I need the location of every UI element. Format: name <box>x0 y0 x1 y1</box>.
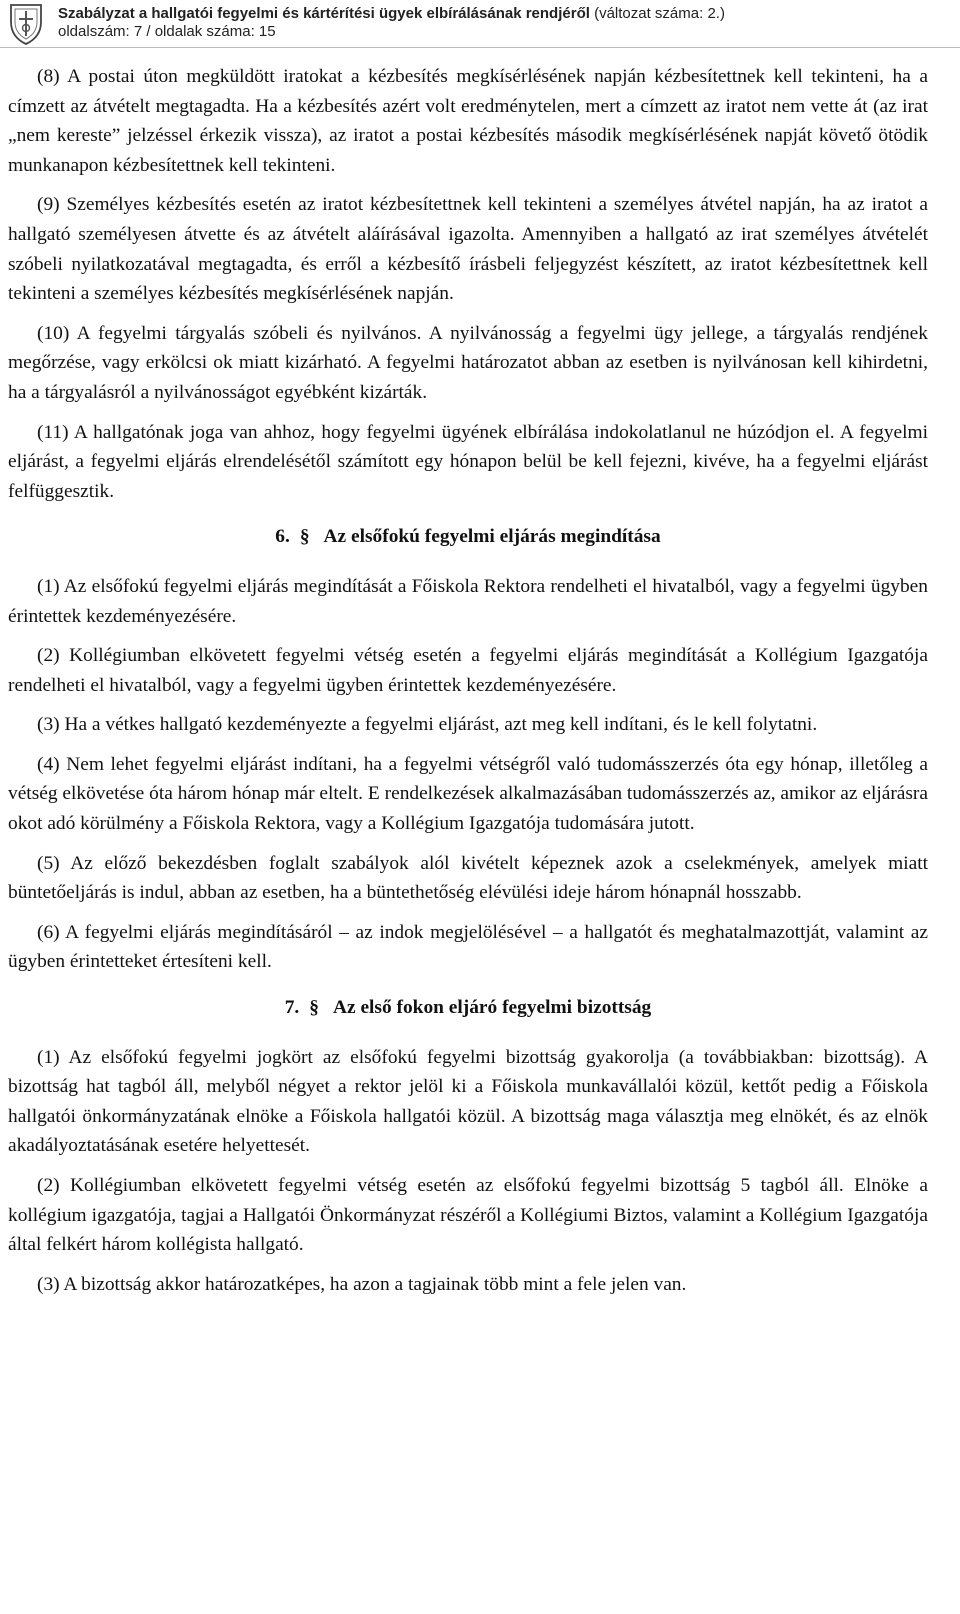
document-title-line <box>58 5 725 22</box>
paragraph: (1) Az elsőfokú fegyelmi jogkört az elsőfokú fegyelmi bizottság gyakorolja (a továbbiakban: bizottság). A bizottság hat tagból áll, melyből négyet a rektor jelöl ki a Főiskola munkavállalói közül, kettőt pedig a Főiskola hallgatói önkormányzatának elnöke a Főiskola hallgatói közül. A bizottság maga választja meg elnökét, és az elnök akadályoztatásának esetére helyettesét. <box>8 1046 928 1157</box>
header-divider <box>0 47 960 48</box>
page-header <box>0 0 960 52</box>
section-title: Az elsőfokú fegyelmi eljárás megindítása <box>323 526 661 548</box>
section-number: 7. <box>284 997 300 1019</box>
section-heading <box>8 993 928 1023</box>
section-sign: § <box>299 526 310 548</box>
paragraph: (8) A postai úton megküldött iratokat a kézbesítés megkísérlésének napján kézbesítettnek kell tekinteni, ha a címzett az átvételt megtagadta. Ha a kézbesítés azért volt eredménytelen, mert a címzett az iratot nem vette át (az irat „nem kereste” jelzéssel érkezik vissza), az iratot a postai kézbesítés második megkísérlésének napját követő ötödik munkanapon kézbesítettnek kell tekinteni. <box>8 66 928 176</box>
section-number: 6. <box>275 526 290 548</box>
paragraph: (11) A hallgatónak joga van ahhoz, hogy fegyelmi ügyének elbírálása indokolatlanul ne húzódjon el. A fegyelmi eljárást, a fegyelmi eljárás elrendelésétől számított egy hónapon belül be kell fejezni, kivéve, ha a fegyelmi eljárást felfüggesztik. <box>8 421 928 502</box>
paragraph: (1) Az elsőfokú fegyelmi eljárás megindítását a Főiskola Rektora rendelheti el hivatalból, vagy a fegyelmi ügyben érintettek kezdeményezésére. <box>8 575 928 627</box>
page-counter: oldalszám: 7 / oldalak száma: 15 <box>58 23 276 40</box>
section-heading <box>8 522 928 552</box>
paragraph: (9) Személyes kézbesítés esetén az iratot kézbesítettnek kell tekinteni a személyes átvétel napján, ha az iratot a hallgató személyesen átvette és az átvételt aláírásával igazolta. Amennyiben a hallgató az irat személyes átvételét szóbeli nyilatkozatával megtagadta, és erről a kézbesítő írásbeli feljegyzést készített, az iratot kézbesítettnek kell tekinteni a személyes kézbesítés megkísérlésének napján. <box>8 194 928 305</box>
section-sign: § <box>309 997 319 1019</box>
paragraph: (6) A fegyelmi eljárás megindításáról – az indok megjelölésével – a hallgatót és meghatalmazottját, valamint az ügyben érintetteket értesíteni kell. <box>8 921 928 973</box>
section-title: Az első fokon eljáró fegyelmi bizottság <box>332 997 652 1019</box>
paragraph: (2) Kollégiumban elkövetett fegyelmi vétség esetén a fegyelmi eljárás megindítását a Kollégium Igazgatója rendelheti el hivatalból, vagy a fegyelmi ügyben érintettek kezdeményezésére. <box>8 645 928 696</box>
paragraph: (3) Ha a vétkes hallgató kezdeményezte a fegyelmi eljárást, azt meg kell indítani, és le kell folytatni. <box>37 714 818 736</box>
paragraph: (3) A bizottság akkor határozatképes, ha azon a tagjainak több mint a fele jelen van. <box>37 1273 687 1295</box>
paragraph: (4) Nem lehet fegyelmi eljárást indítani, ha a fegyelmi vétségről való tudomásszerzés óta egy hónap, illetőleg a vétség elkövetése óta három hónap már eltelt. E rendelkezések alkalmazásában tudomásszerzés az, amikor az eljárásra okot adó körülmény a Főiskola Rektora, vagy a Kollégium Igazgatója tudomására jutott. <box>8 753 928 835</box>
document-body <box>8 62 928 1309</box>
document-version: (változat száma: 2.) <box>594 5 725 22</box>
paragraph: (2) Kollégiumban elkövetett fegyelmi vétség esetén az elsőfokú fegyelmi bizottság 5 tagból áll. Elnöke a kollégium igazgatója, tagjai a Hallgatói Önkormányzat részéről a Kollégiumi Biztos, valamint a Kollégium Igazgatója által felkért három kollégista hallgató. <box>8 1175 928 1256</box>
document-title: Szabályzat a hallgatói fegyelmi és kártérítési ügyek elbírálásának rendjéről <box>58 5 590 22</box>
institution-crest-icon <box>8 2 44 46</box>
paragraph: (10) A fegyelmi tárgyalás szóbeli és nyilvános. A nyilvánosság a fegyelmi ügy jellege, a tárgyalás rendjének megőrzése, vagy erkölcsi ok miatt kizárható. A fegyelmi határozatot abban az esetben is nyilvánosan kell kihirdetni, ha a tárgyalásról a nyilvánosságot egyébként kizárták. <box>8 322 928 403</box>
paragraph: (5) Az előző bekezdésben foglalt szabályok alól kivételt képeznek azok a cselekmények, amelyek miatt büntetőeljárás is indul, abban az esetben, ha a büntethetőség elévülési ideje három hónapnál hosszabb. <box>8 852 928 904</box>
